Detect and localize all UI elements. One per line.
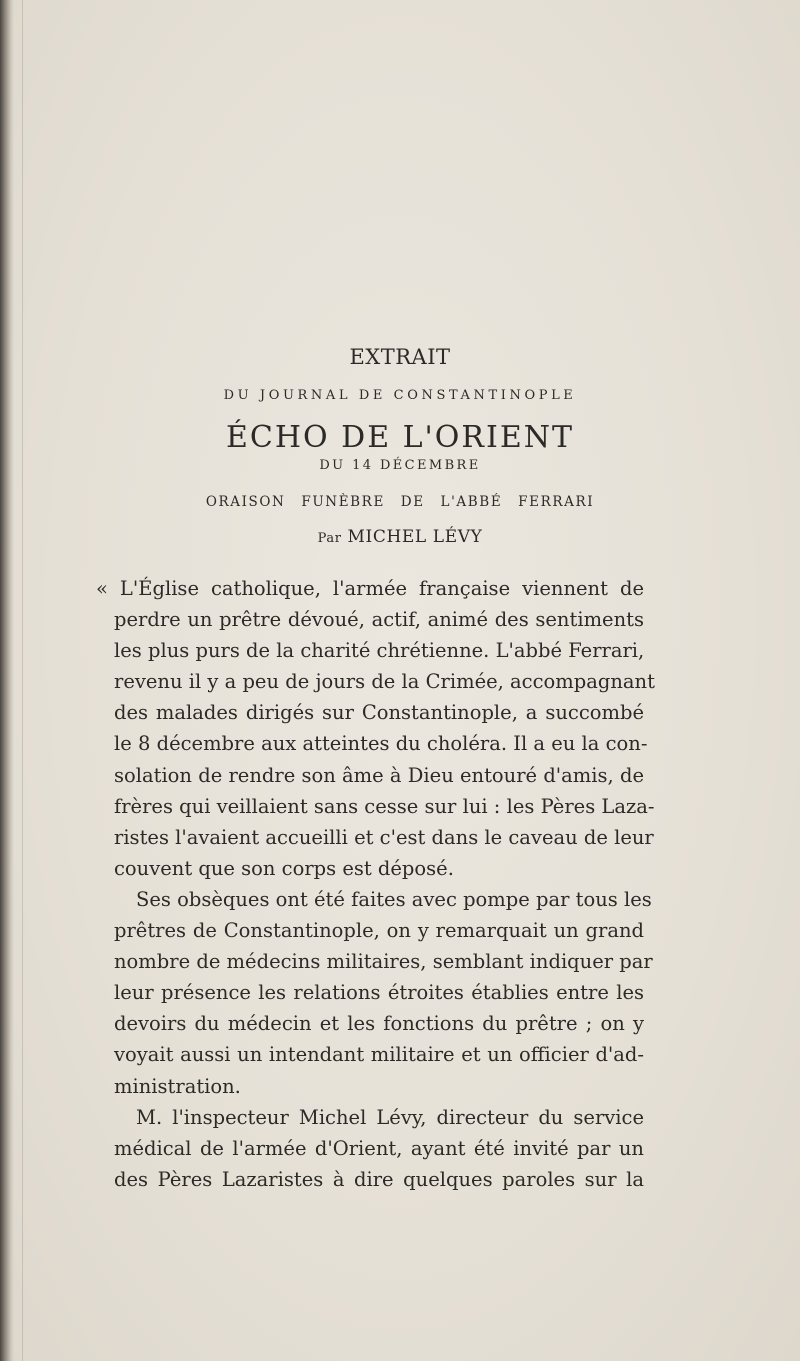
binding-crease bbox=[22, 0, 23, 1361]
body-text bbox=[96, 573, 655, 1195]
journal-line: DU JOURNAL DE CONSTANTINOPLE bbox=[223, 388, 577, 403]
par-word: Par bbox=[317, 531, 342, 546]
body-line: les plus purs de la charité chrétienne. L'abbé Ferrari, bbox=[114, 639, 645, 663]
body-line: revenu il y a peu de jours de la Crimée, accompagnant bbox=[114, 670, 655, 694]
binding-edge bbox=[0, 0, 14, 1361]
extrait-heading: EXTRAIT bbox=[349, 345, 451, 369]
body-line: médical de l'armée d'Orient, ayant été invité par un bbox=[114, 1136, 644, 1160]
body-line: le 8 décembre aux atteintes du choléra. Il a eu la con- bbox=[114, 732, 648, 756]
body-line: devoirs du médecin et les fonctions du prêtre ; on y bbox=[114, 1012, 644, 1036]
body-line: « L'Église catholique, l'armée française viennent de bbox=[96, 577, 644, 600]
date-line: DU 14 DÉCEMBRE bbox=[319, 458, 481, 473]
body-line: prêtres de Constantinople, on y remarquait un grand bbox=[114, 919, 644, 943]
body-line: ristes l'avaient accueilli et c'est dans le caveau de leur bbox=[114, 825, 654, 849]
body-line: des Pères Lazaristes à dire quelques paroles sur la bbox=[114, 1167, 644, 1191]
body-line: ministration. bbox=[114, 1074, 241, 1098]
oraison-heading: ORAISON FUNÈBRE DE L'ABBÉ FERRARI bbox=[205, 494, 595, 510]
body-line: voyait aussi un intendant militaire et un officier d'ad- bbox=[114, 1043, 644, 1067]
body-line: des malades dirigés sur Constantinople, a succombé bbox=[114, 701, 644, 725]
author-line bbox=[0, 527, 800, 547]
body-line: solation de rendre son âme à Dieu entouré d'amis, de bbox=[114, 763, 644, 787]
body-line: M. l'inspecteur Michel Lévy, directeur du service bbox=[136, 1105, 644, 1129]
body-line: Ses obsèques ont été faites avec pompe par tous les bbox=[136, 887, 652, 911]
author-name: MICHEL LÉVY bbox=[347, 527, 483, 547]
body-line: leur présence les relations étroites établies entre les bbox=[114, 981, 644, 1005]
journal-title: ÉCHO DE L'ORIENT bbox=[226, 420, 574, 455]
body-line: nombre de médecins militaires, semblant indiquer par bbox=[114, 950, 653, 974]
body-line: frères qui veillaient sans cesse sur lui : les Pères Laza- bbox=[114, 794, 655, 818]
body-line: couvent que son corps est déposé. bbox=[114, 856, 454, 880]
body-line: perdre un prêtre dévoué, actif, animé des sentiments bbox=[114, 608, 644, 632]
